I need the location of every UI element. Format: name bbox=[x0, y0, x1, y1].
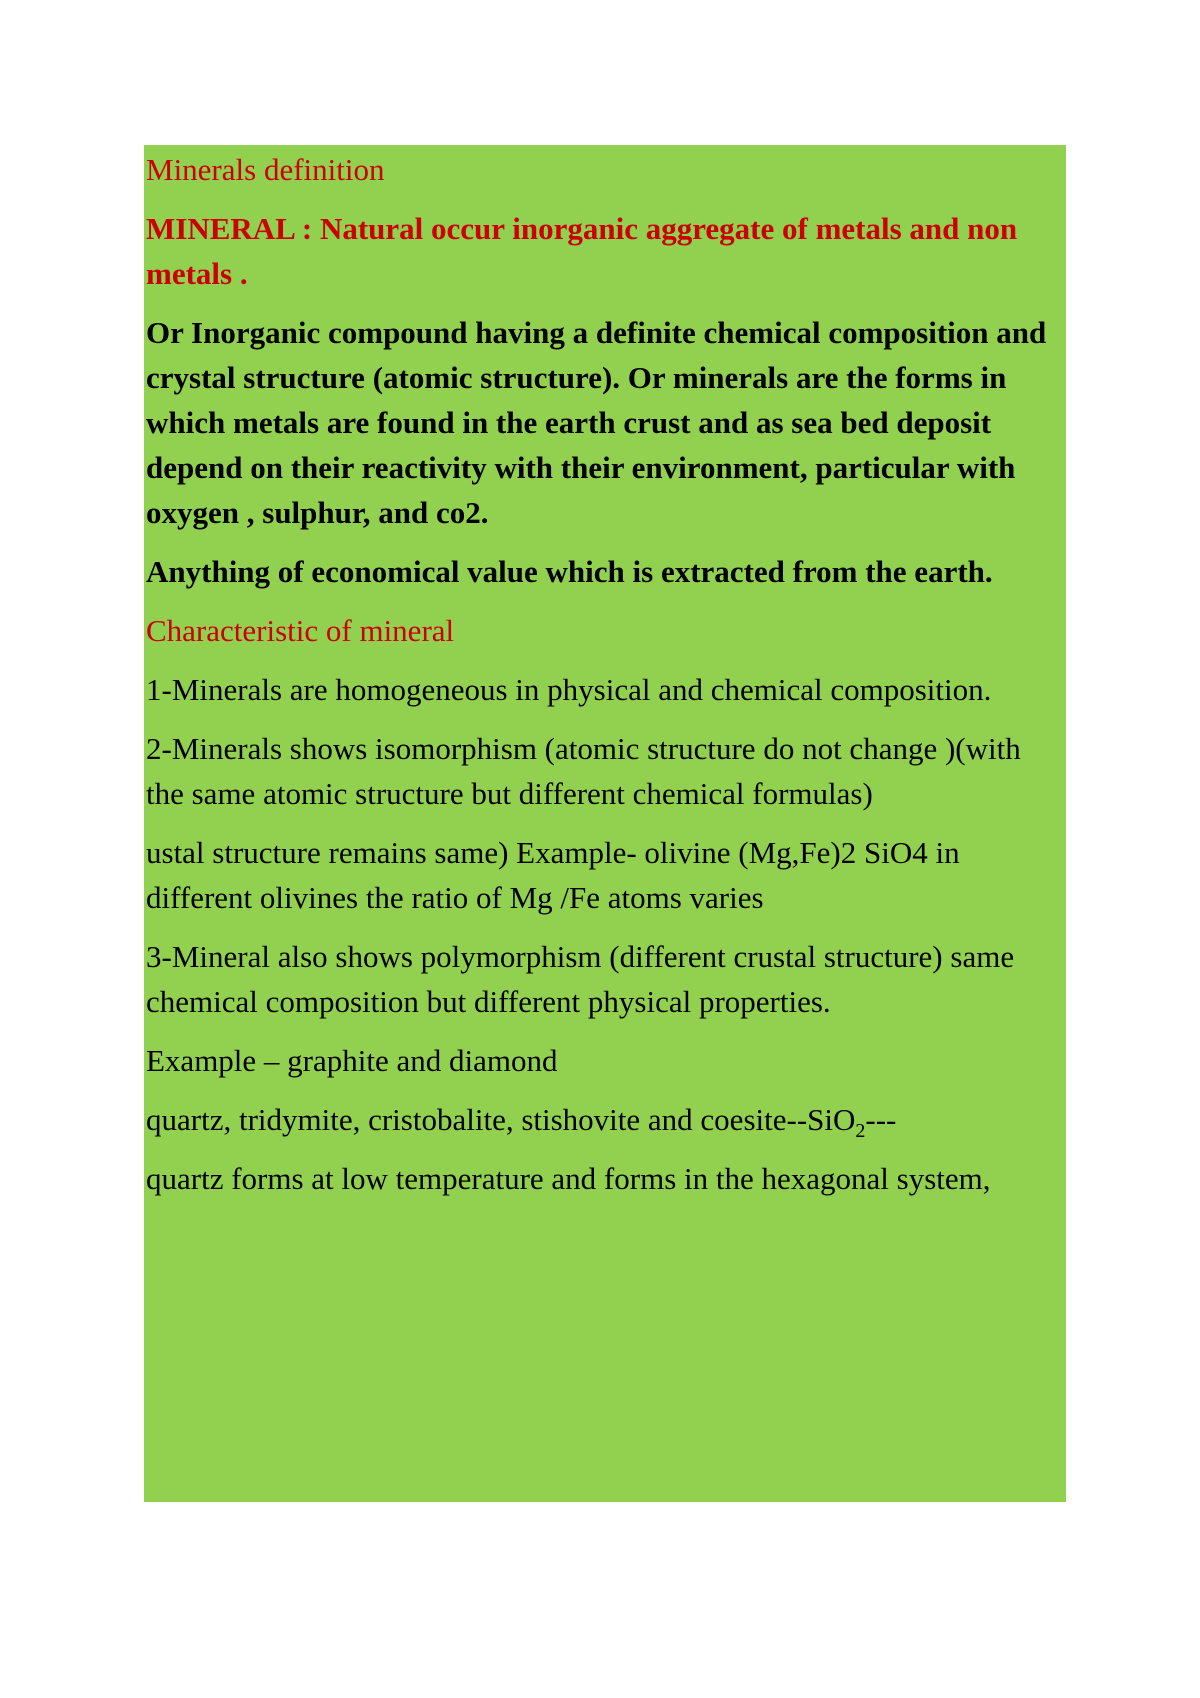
document-body bbox=[146, 147, 1066, 1215]
silica-polymorphs bbox=[146, 1097, 1066, 1142]
mineral-alternate-definition: Or Inorganic compound having a definite chemical composition and crystal structure (atomic structure). Or minerals are the forms in which metals are found in the earth crust and as sea bed deposit depend on their reactivity with their environment, particular with oxygen , sulphur, and co2. bbox=[146, 315, 1047, 530]
mineral-definition: MINERAL : Natural occur inorganic aggregate of metals and non metals . bbox=[146, 211, 1018, 291]
mineral-economic-definition: Anything of economical value which is extracted from the earth. bbox=[146, 554, 993, 589]
silica-subscript: 2 bbox=[855, 1120, 866, 1143]
polymorphism-example: Example – graphite and diamond bbox=[146, 1043, 558, 1078]
silica-suffix: --- bbox=[865, 1102, 897, 1137]
characteristic-2: 2-Minerals shows isomorphism (atomic structure do not change )(with the same atomic structure but different chemical formulas) bbox=[146, 731, 1021, 811]
silica-polymorphs-text: quartz, tridymite, cristobalite, stishovite and coesite--SiO bbox=[146, 1102, 856, 1137]
characteristic-2-example: ustal structure remains same) Example- olivine (Mg,Fe)2 SiO4 in different olivines the ratio of Mg /Fe atoms varies bbox=[146, 835, 960, 915]
quartz-note: quartz forms at low temperature and forms in the hexagonal system, bbox=[146, 1161, 991, 1196]
minerals-definition-heading: Minerals definition bbox=[146, 152, 385, 187]
characteristic-heading: Characteristic of mineral bbox=[146, 613, 455, 648]
characteristic-3: 3-Mineral also shows polymorphism (different crustal structure) same chemical composition but different physical properties. bbox=[146, 939, 1015, 1019]
characteristic-1: 1-Minerals are homogeneous in physical and chemical composition. bbox=[146, 672, 992, 707]
